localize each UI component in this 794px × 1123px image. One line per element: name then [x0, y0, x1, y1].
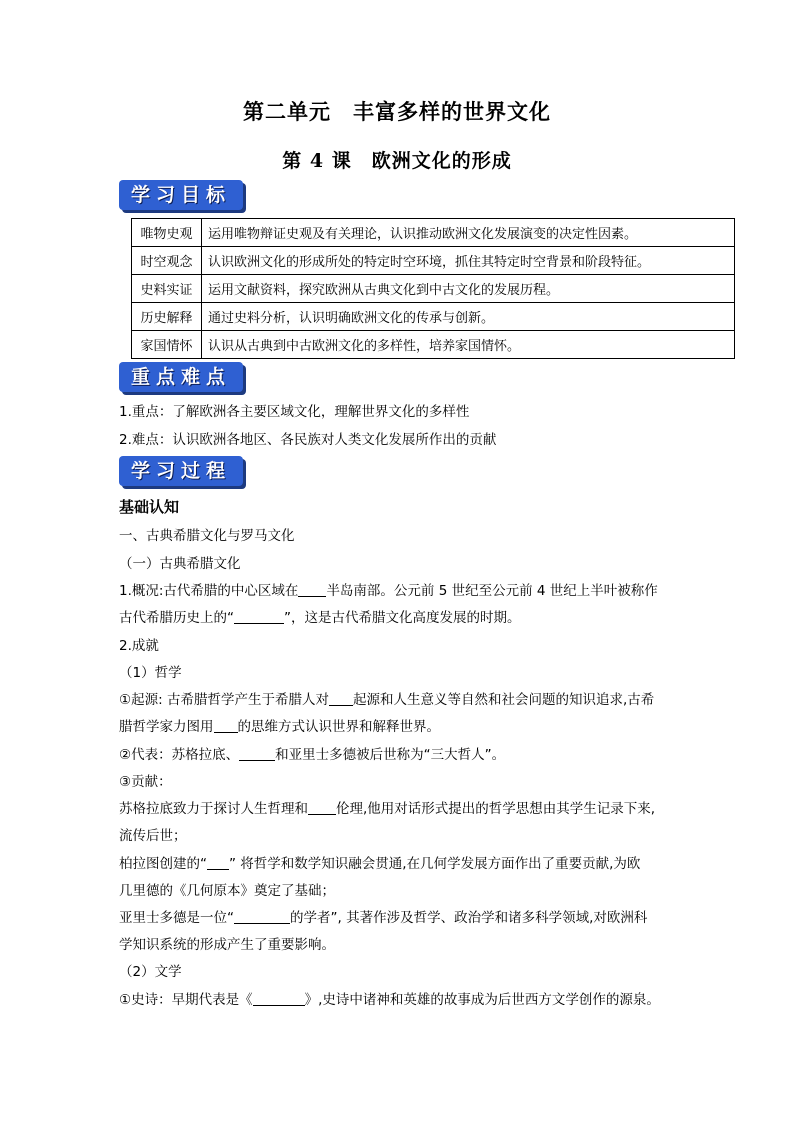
representatives-line: ②代表：苏格拉底、 和亚里士多德被后世称为“三大哲人”。	[119, 747, 506, 763]
achievements-heading: 2.成就	[119, 638, 159, 654]
goal-value: 运用唯物辩证史观及有关理论，认识推动欧洲文化发展演变的决定性因素。	[202, 219, 735, 247]
goals-table	[131, 218, 735, 359]
banner-key-points: 重点难点	[119, 362, 243, 392]
aristotle-line-2: 学知识系统的形成产生了重要影响。	[119, 937, 335, 953]
key-point-1: 1.重点：了解欧洲各主要区域文化，理解世界文化的多样性	[119, 404, 470, 420]
fill-blank[interactable]	[207, 855, 229, 870]
goal-key: 史料实证	[132, 275, 202, 303]
contribution-heading: ③贡献：	[119, 774, 172, 790]
goal-key: 唯物史观	[132, 219, 202, 247]
unit-title: 第二单元 丰富多样的世界文化	[243, 99, 551, 124]
banner-learning-goals: 学习目标	[119, 180, 243, 210]
socrates-line-2: 流传后世；	[119, 828, 187, 844]
origin-line-2: 腊哲学家力图用 的思维方式认识世界和解释世界。	[119, 719, 440, 735]
goal-value: 运用文献资料，探究欧洲从古典文化到中古文化的发展历程。	[202, 275, 735, 303]
table-row	[132, 331, 735, 359]
fill-blank[interactable]	[253, 991, 305, 1006]
overview-line-2: 古代希腊历史上的“ ”，这是古代希腊文化高度发展的时期。	[119, 610, 521, 626]
banner-learning-process: 学习过程	[119, 456, 243, 486]
section-basic: 基础认知	[119, 498, 180, 516]
table-row	[132, 275, 735, 303]
socrates-line: 苏格拉底致力于探讨人生哲理和 伦理,他用对话形式提出的哲学思想由其学生记录下来,	[119, 801, 656, 817]
goal-key: 家国情怀	[132, 331, 202, 359]
section-heading: 一、古典希腊文化与罗马文化	[119, 528, 295, 544]
fill-blank[interactable]	[234, 609, 284, 624]
goal-value: 认识从古典到中古欧洲文化的多样性，培养家国情怀。	[202, 331, 735, 359]
table-row	[132, 303, 735, 331]
subsection-heading: （一）古典希腊文化	[119, 556, 241, 572]
literature-heading: （2）文学	[119, 964, 182, 980]
goal-value: 通过史料分析，认识明确欧洲文化的传承与创新。	[202, 303, 735, 331]
aristotle-line: 亚里士多德是一位“ 的学者”, 其著作涉及哲学、政治学和诸多科学领域,对欧洲科	[119, 910, 648, 926]
plato-line: 柏拉图创建的“ ” 将哲学和数学知识融会贯通,在几何学发展方面作出了重要贡献,为欧	[119, 856, 641, 872]
table-row	[132, 219, 735, 247]
plato-line-2: 几里德的《几何原本》奠定了基础；	[119, 883, 335, 899]
fill-blank[interactable]	[239, 746, 275, 761]
goal-key: 历史解释	[132, 303, 202, 331]
fill-blank[interactable]	[214, 718, 238, 733]
goal-value: 认识欧洲文化的形成所处的特定时空环境，抓住其特定时空背景和阶段特征。	[202, 247, 735, 275]
fill-blank[interactable]	[329, 691, 353, 706]
overview-line: 1.概况:古代希腊的中心区域在 半岛南部。公元前 5 世纪至公元前 4 世纪上半叶被称作	[119, 583, 658, 599]
fill-blank[interactable]	[234, 909, 290, 924]
origin-line: ①起源: 古希腊哲学产生于希腊人对 起源和人生意义等自然和社会问题的知识追求,古希	[119, 692, 655, 708]
lesson-title: 第 4 课 欧洲文化的形成	[282, 150, 512, 172]
fill-blank[interactable]	[298, 582, 326, 597]
key-point-2: 2.难点：认识欧洲各地区、各民族对人类文化发展所作出的贡献	[119, 432, 497, 448]
goal-key: 时空观念	[132, 247, 202, 275]
table-row	[132, 247, 735, 275]
philosophy-heading: （1）哲学	[119, 665, 182, 681]
epic-line: ①史诗：早期代表是《 》,史诗中诸神和英雄的故事成为后世西方文学创作的源泉。	[119, 992, 660, 1008]
fill-blank[interactable]	[308, 800, 336, 815]
